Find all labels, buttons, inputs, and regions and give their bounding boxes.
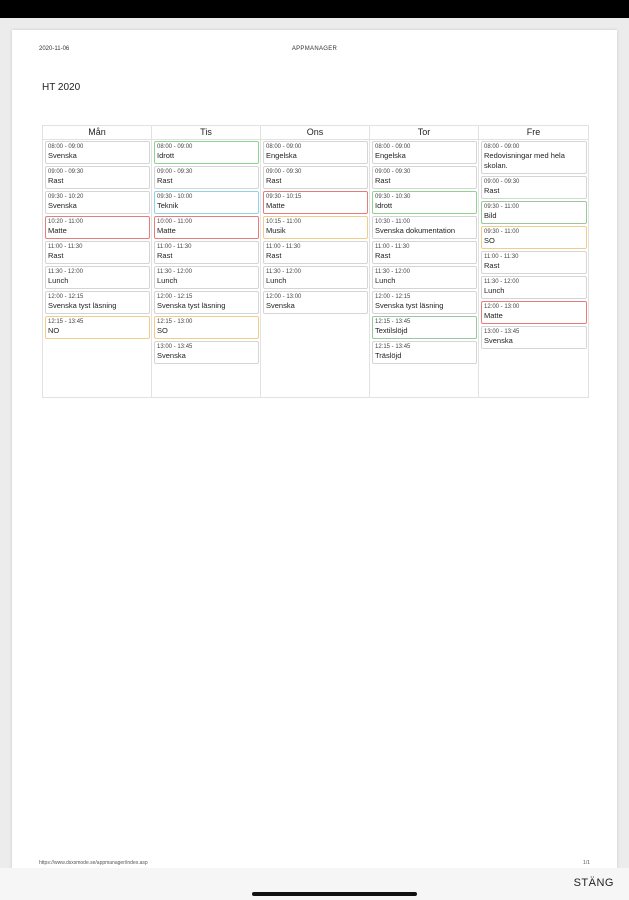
- lesson-slot[interactable]: [45, 191, 150, 214]
- lesson-subject: Svenska: [48, 201, 77, 210]
- day-column: [152, 126, 261, 397]
- lesson-subject: Svenska: [266, 301, 295, 310]
- lesson-slot[interactable]: [372, 266, 477, 289]
- lesson-time: 13:00 - 13:45: [157, 344, 193, 350]
- lesson-slot[interactable]: [263, 291, 368, 314]
- lesson-time: 12:00 - 13:00: [484, 304, 520, 310]
- lesson-subject: Bild: [484, 211, 497, 220]
- lesson-time: 10:00 - 11:00: [157, 219, 192, 225]
- lesson-time: 09:30 - 11:00: [484, 229, 519, 235]
- lesson-slot[interactable]: [45, 241, 150, 264]
- term-title: HT 2020: [42, 82, 81, 93]
- lesson-time: 09:30 - 10:30: [375, 194, 411, 200]
- lesson-time: 09:00 - 09:30: [484, 179, 520, 185]
- lesson-slot[interactable]: [372, 341, 477, 364]
- lesson-slot[interactable]: [263, 266, 368, 289]
- lesson-time: 11:30 - 12:00: [157, 269, 192, 275]
- close-button[interactable]: STÄNG: [573, 877, 614, 889]
- lesson-time: 11:30 - 12:00: [266, 269, 301, 275]
- lesson-slot[interactable]: [154, 291, 259, 314]
- lesson-slot[interactable]: [263, 166, 368, 189]
- lesson-subject: Textilslöjd: [375, 326, 408, 335]
- lesson-slot[interactable]: [481, 326, 587, 349]
- lesson-slot[interactable]: [372, 291, 477, 314]
- lesson-time: 08:00 - 09:00: [266, 144, 302, 150]
- footer-url: https://www.dsxsmode.se/appmanager/index.asp: [39, 860, 148, 866]
- lesson-subject: Rast: [266, 251, 282, 260]
- lesson-subject: Musik: [266, 226, 286, 235]
- lesson-subject: Svenska tyst läsning: [48, 301, 117, 310]
- day-column: [43, 126, 152, 397]
- lesson-subject: Lunch: [266, 276, 287, 285]
- lesson-subject: Engelska: [266, 151, 297, 160]
- lesson-slot[interactable]: [372, 216, 477, 239]
- lesson-subject: SO: [484, 236, 495, 245]
- lesson-subject: Idrott: [375, 201, 393, 210]
- lesson-slot[interactable]: [481, 251, 587, 274]
- lesson-time: 11:00 - 11:30: [484, 254, 519, 260]
- day-header: Mån: [43, 126, 151, 140]
- lesson-subject: Lunch: [375, 276, 396, 285]
- lesson-slot[interactable]: [154, 266, 259, 289]
- lesson-subject: Matte: [48, 226, 67, 235]
- lesson-subject: Lunch: [157, 276, 178, 285]
- lesson-slot[interactable]: [263, 141, 368, 164]
- lesson-subject: Matte: [484, 311, 503, 320]
- day-header: Tis: [152, 126, 260, 140]
- lesson-time: 08:00 - 09:00: [157, 144, 193, 150]
- lesson-time: 09:30 - 10:20: [48, 194, 84, 200]
- lesson-slot[interactable]: [372, 166, 477, 189]
- lesson-subject: Rast: [48, 251, 64, 260]
- lesson-subject: Rast: [48, 176, 64, 185]
- lesson-slot[interactable]: [481, 301, 587, 324]
- lesson-slot[interactable]: [154, 216, 259, 239]
- lesson-time: 09:30 - 10:15: [266, 194, 302, 200]
- lesson-time: 12:15 - 13:45: [48, 319, 84, 325]
- lesson-time: 12:00 - 13:00: [266, 294, 302, 300]
- lesson-subject: Svenska tyst läsning: [375, 301, 444, 310]
- day-column: [261, 126, 370, 397]
- lesson-subject: Svenska: [484, 336, 513, 345]
- lesson-slot[interactable]: [372, 141, 477, 164]
- lesson-subject: Rast: [484, 261, 500, 270]
- lesson-time: 12:00 - 12:15: [48, 294, 84, 300]
- lesson-slot[interactable]: [45, 166, 150, 189]
- lesson-subject: Idrott: [157, 151, 175, 160]
- lesson-subject: Svenska: [157, 351, 186, 360]
- lesson-slot[interactable]: [263, 216, 368, 239]
- lesson-slot[interactable]: [372, 241, 477, 264]
- lesson-slot[interactable]: [45, 266, 150, 289]
- lesson-slot[interactable]: [481, 176, 587, 199]
- lesson-subject: Rast: [375, 251, 391, 260]
- lesson-slot[interactable]: [154, 341, 259, 364]
- lesson-slot[interactable]: [263, 241, 368, 264]
- lesson-time: 12:15 - 13:45: [375, 344, 411, 350]
- lesson-subject: SO: [157, 326, 168, 335]
- lesson-time: 08:00 - 09:00: [48, 144, 84, 150]
- lesson-slot[interactable]: [481, 201, 587, 224]
- lesson-slot[interactable]: [154, 191, 259, 214]
- lesson-slot[interactable]: [45, 316, 150, 339]
- lesson-time: 11:00 - 11:30: [375, 244, 410, 250]
- lesson-slot[interactable]: [154, 241, 259, 264]
- lesson-time: 09:00 - 09:30: [266, 169, 302, 175]
- lesson-slot[interactable]: [263, 191, 368, 214]
- lesson-subject: Matte: [157, 226, 176, 235]
- lesson-time: 09:30 - 11:00: [484, 204, 519, 210]
- print-date: 2020-11-06: [39, 46, 70, 52]
- lesson-subject: Rast: [266, 176, 282, 185]
- lesson-time: 09:30 - 10:00: [157, 194, 193, 200]
- lesson-time: 10:15 - 11:00: [266, 219, 301, 225]
- lesson-time: 10:30 - 11:00: [375, 219, 410, 225]
- lesson-time: 08:00 - 09:00: [484, 144, 520, 150]
- lesson-time: 09:00 - 09:30: [48, 169, 84, 175]
- lesson-time: 09:00 - 09:30: [157, 169, 193, 175]
- lesson-subject: Rast: [375, 176, 391, 185]
- lesson-subject: Engelska: [375, 151, 406, 160]
- lesson-subject: Teknik: [157, 201, 179, 210]
- lesson-subject: Svenska tyst läsning: [157, 301, 226, 310]
- lesson-subject: Svenska dokumentation: [375, 226, 456, 235]
- lesson-subject: Redovisningar med hela skolan.: [484, 151, 565, 170]
- lesson-time: 09:00 - 09:30: [375, 169, 411, 175]
- lesson-subject: Rast: [157, 251, 173, 260]
- lesson-slot[interactable]: [154, 166, 259, 189]
- lesson-time: 11:30 - 12:00: [375, 269, 410, 275]
- lesson-subject: Rast: [157, 176, 173, 185]
- lesson-time: 11:00 - 11:30: [266, 244, 301, 250]
- lesson-time: 11:00 - 11:30: [48, 244, 83, 250]
- day-column: [479, 126, 588, 397]
- lesson-slot[interactable]: [45, 291, 150, 314]
- lesson-time: 12:15 - 13:00: [157, 319, 193, 325]
- print-page: [12, 30, 617, 870]
- lesson-subject: Lunch: [48, 276, 69, 285]
- lesson-slot[interactable]: [154, 141, 259, 164]
- lesson-subject: Svenska: [48, 151, 77, 160]
- lesson-slot[interactable]: [481, 141, 587, 174]
- lesson-time: 11:00 - 11:30: [157, 244, 192, 250]
- lesson-slot[interactable]: [45, 141, 150, 164]
- day-header: Ons: [261, 126, 369, 140]
- lesson-subject: Matte: [266, 201, 285, 210]
- lesson-time: 13:00 - 13:45: [484, 329, 520, 335]
- lesson-time: 10:20 - 11:00: [48, 219, 83, 225]
- lesson-time: 12:00 - 12:15: [375, 294, 411, 300]
- lesson-subject: Träslöjd: [375, 351, 402, 360]
- status-bar: [0, 0, 629, 18]
- lesson-slot[interactable]: [372, 191, 477, 214]
- day-header: Fre: [479, 126, 588, 140]
- lesson-subject: Lunch: [484, 286, 505, 295]
- lesson-time: 12:15 - 13:45: [375, 319, 411, 325]
- lesson-time: 08:00 - 09:00: [375, 144, 411, 150]
- home-indicator[interactable]: [252, 892, 417, 896]
- lesson-time: 11:30 - 12:00: [484, 279, 519, 285]
- day-header: Tor: [370, 126, 478, 140]
- lesson-subject: Rast: [484, 186, 500, 195]
- schedule-grid: [42, 125, 589, 398]
- lesson-slot[interactable]: [372, 316, 477, 339]
- lesson-slot[interactable]: [481, 226, 587, 249]
- footer-page-number: 1/1: [583, 860, 590, 866]
- lesson-subject: NO: [48, 326, 60, 335]
- lesson-slot[interactable]: [154, 316, 259, 339]
- lesson-slot[interactable]: [481, 276, 587, 299]
- lesson-slot[interactable]: [45, 216, 150, 239]
- day-column: [370, 126, 479, 397]
- print-header-title: APPMANAGER: [291, 46, 338, 52]
- lesson-time: 12:00 - 12:15: [157, 294, 193, 300]
- lesson-time: 11:30 - 12:00: [48, 269, 83, 275]
